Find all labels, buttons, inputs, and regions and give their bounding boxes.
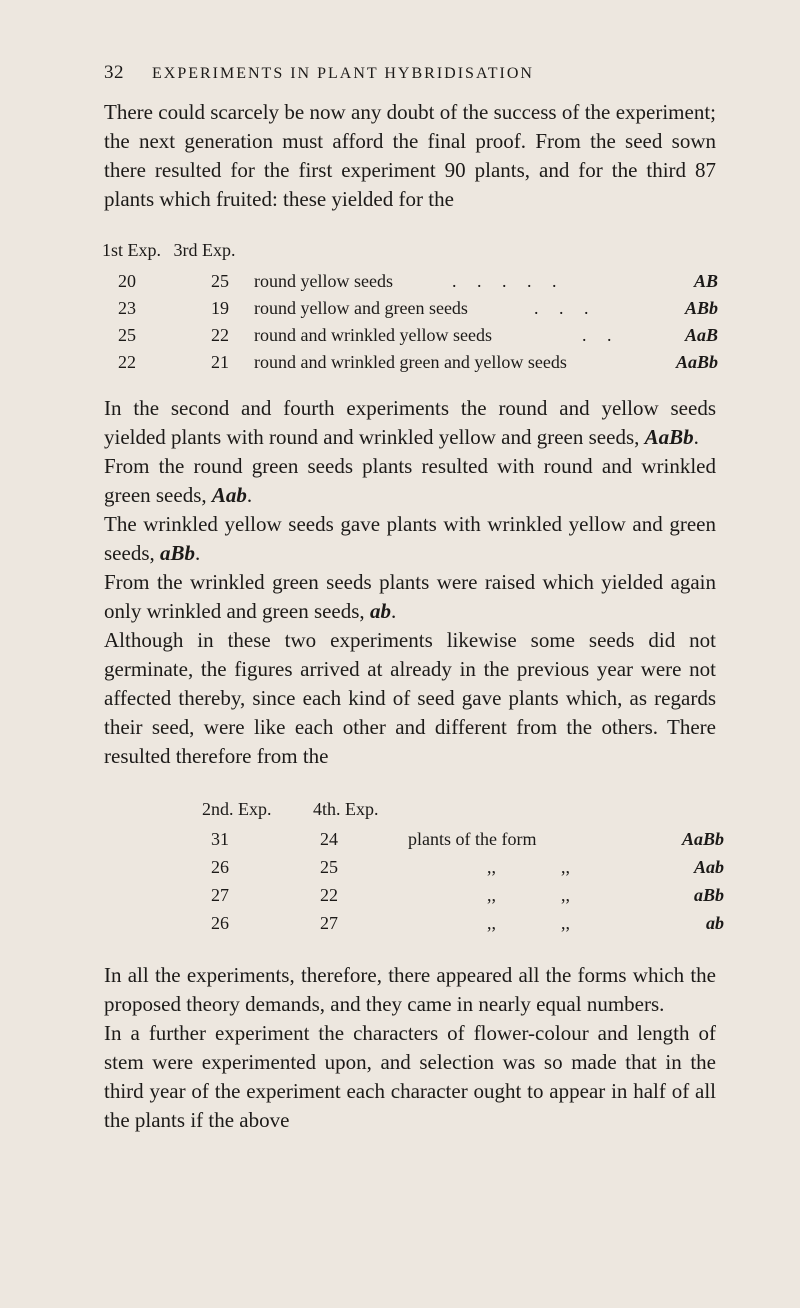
table-row: [104, 268, 718, 294]
paragraph-8: In a further experiment the characters of flower-colour and length of stem were experimented upon, and selection was so made that in the third year of the experiment each character ought to appear in half of all the plants if the above: [104, 1021, 716, 1132]
genotype-ref: aBb: [160, 541, 196, 565]
value-exp4: 25: [320, 857, 338, 877]
genotype: AaBb: [681, 829, 724, 849]
value-exp4: 24: [320, 829, 338, 849]
value-exp2: 27: [211, 885, 229, 905]
book-page: [102, 62, 724, 1135]
leader-dots: . . . . .: [452, 271, 557, 291]
value-exp3: 22: [211, 325, 229, 345]
genotype: AaBb: [675, 352, 718, 372]
page-number: 32: [104, 62, 124, 83]
col-header-1st-exp: 1st Exp.: [102, 240, 162, 260]
table-row: [104, 853, 724, 881]
table-2-header: [104, 795, 724, 823]
paragraph-2: [104, 394, 716, 452]
period: .: [693, 425, 699, 449]
value-exp1: 20: [118, 271, 136, 291]
col-header-4th-exp: 4th. Exp.: [313, 799, 379, 819]
paragraph-2-text: In the second and fourth experiments the round and yellow seeds yielded plants with round and wrinkled yellow and green seeds,: [104, 396, 716, 449]
genotype: AaB: [684, 325, 718, 345]
table-1-header: [102, 240, 236, 261]
ditto-mark: ,,: [487, 857, 496, 877]
value-exp1: 25: [118, 325, 136, 345]
value-exp4: 22: [320, 885, 338, 905]
genotype-ref: ab: [369, 599, 391, 623]
table-row: [104, 881, 724, 909]
genotype: Aab: [693, 857, 724, 877]
col-header-3rd-exp: 3rd Exp.: [173, 240, 236, 260]
genotype: AB: [693, 271, 718, 291]
genotype-ref: AaBb: [644, 425, 694, 449]
form-label: plants of the form: [408, 829, 537, 849]
seed-description: round yellow seeds: [254, 271, 393, 291]
table-row: [104, 322, 718, 348]
genotype-ref: Aab: [211, 483, 247, 507]
ditto-mark: ,,: [487, 913, 496, 933]
value-exp2: 26: [211, 857, 229, 877]
genotype: ABb: [684, 298, 718, 318]
table-row: [104, 909, 724, 937]
results-table-2: [104, 795, 724, 945]
paragraph-5: [104, 568, 716, 626]
period: .: [246, 483, 253, 507]
leader-dots: . . .: [534, 298, 589, 318]
ditto-mark: ,,: [487, 885, 496, 905]
seed-description: round and wrinkled yellow seeds: [254, 325, 492, 345]
value-exp2: 26: [211, 913, 229, 933]
period: .: [390, 599, 397, 623]
seed-description: round and wrinkled green and yellow seeds: [254, 352, 567, 372]
col-header-2nd-exp: 2nd. Exp.: [202, 799, 272, 819]
paragraph-1: There could scarcely be now any doubt of the success of the experiment; the next generation must afford the final proof. From the seed sown there resulted for the first experiment 90 plants, and for the third 87 plants which fruited: these yielded for the: [104, 100, 716, 211]
running-title: EXPERIMENTS IN PLANT HYBRIDISATION: [152, 65, 534, 82]
value-exp3: 25: [211, 271, 229, 291]
paragraph-3-text: From the round green seeds plants resulted with round and wrinkled green seeds,: [104, 454, 716, 507]
paragraph-3: [104, 452, 716, 510]
genotype: aBb: [693, 885, 724, 905]
value-exp1: 22: [118, 352, 136, 372]
leader-dots: . .: [582, 325, 612, 345]
page-header: [104, 62, 716, 84]
genotype: ab: [706, 913, 724, 933]
value-exp4: 27: [320, 913, 338, 933]
paragraph-4: [104, 510, 716, 568]
value-exp1: 23: [118, 298, 136, 318]
seed-description: round yellow and green seeds: [254, 298, 468, 318]
paragraph-6: Although in these two experiments likewise some seeds did not germinate, the figures arrived at already in the previous year were not affected thereby, since each kind of seed gave plants which, as regards their seed, were like each other and different from the others. There resulted therefore from the: [104, 628, 716, 768]
value-exp3: 21: [211, 352, 229, 372]
results-table-1: [104, 240, 716, 380]
ditto-mark: ,,: [561, 885, 570, 905]
period: .: [195, 541, 201, 565]
table-row: [104, 295, 718, 321]
ditto-mark: ,,: [561, 913, 570, 933]
table-row: [104, 825, 724, 853]
value-exp2: 31: [211, 829, 229, 849]
ditto-mark: ,,: [561, 857, 570, 877]
table-row: [104, 349, 718, 375]
paragraph-5-text: From the wrinkled green seeds plants were raised which yielded again only wrinkled and green seeds,: [104, 570, 716, 623]
paragraph-4-text: The wrinkled yellow seeds gave plants with wrinkled yellow and green seeds,: [104, 512, 716, 565]
paragraph-7: In all the experiments, therefore, there appeared all the forms which the proposed theory demands, and they came in nearly equal numbers.: [104, 963, 716, 1016]
value-exp3: 19: [211, 298, 229, 318]
